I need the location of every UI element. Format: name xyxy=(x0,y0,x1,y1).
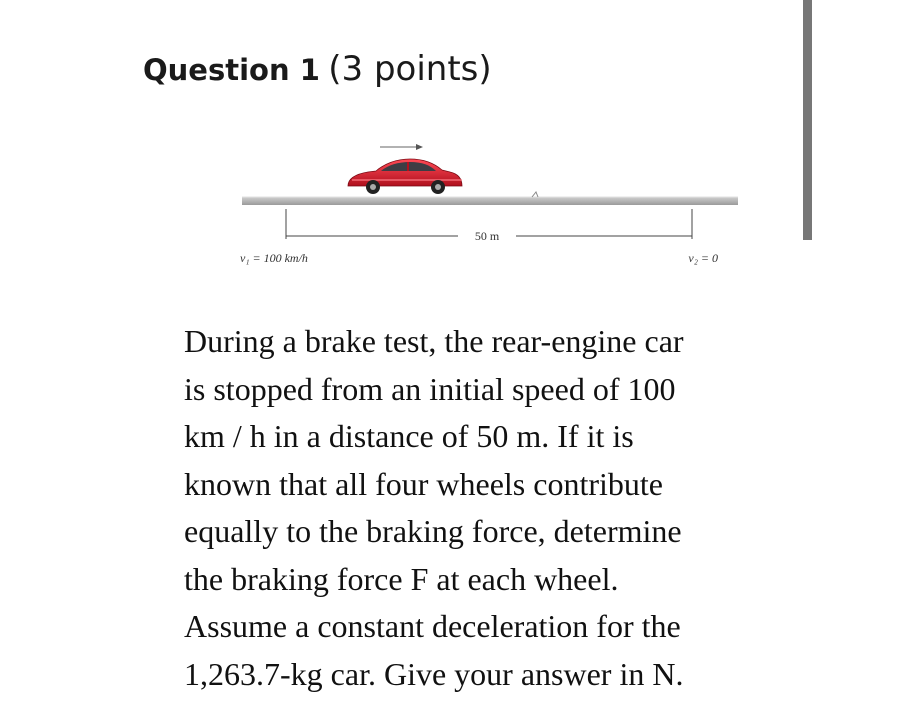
question-line: is stopped from an initial speed of 100 xyxy=(184,370,676,407)
page-scrollbar[interactable] xyxy=(803,0,812,240)
brake-test-figure xyxy=(230,135,750,275)
motion-arrow-icon xyxy=(380,144,423,150)
final-speed-label: v₂ = 0 xyxy=(688,251,718,265)
question-line: equally to the braking force, determine xyxy=(184,513,682,549)
question-line: During a brake test, the rear-engine car xyxy=(184,323,684,359)
question-line: Assume a constant deceleration for the xyxy=(184,608,681,644)
road-mark-icon xyxy=(532,192,538,197)
question-body xyxy=(184,318,804,698)
question-number: Question 1 xyxy=(143,53,320,87)
road-surface xyxy=(242,197,738,205)
question-line: the braking force F at each wheel. xyxy=(184,560,619,597)
figure-svg xyxy=(230,135,750,275)
question-points: (3 points) xyxy=(328,49,492,89)
question-line: 1,263.7-kg car. Give your answer in N. xyxy=(184,655,684,692)
car-icon xyxy=(348,159,462,194)
question-title xyxy=(143,49,492,89)
initial-speed-label: v₁ = 100 km/h xyxy=(240,251,308,265)
question-line: known that all four wheels contribute xyxy=(184,465,663,502)
question-line: km / h in a distance of 50 m. If it is xyxy=(184,418,634,454)
distance-label: 50 m xyxy=(474,229,500,243)
